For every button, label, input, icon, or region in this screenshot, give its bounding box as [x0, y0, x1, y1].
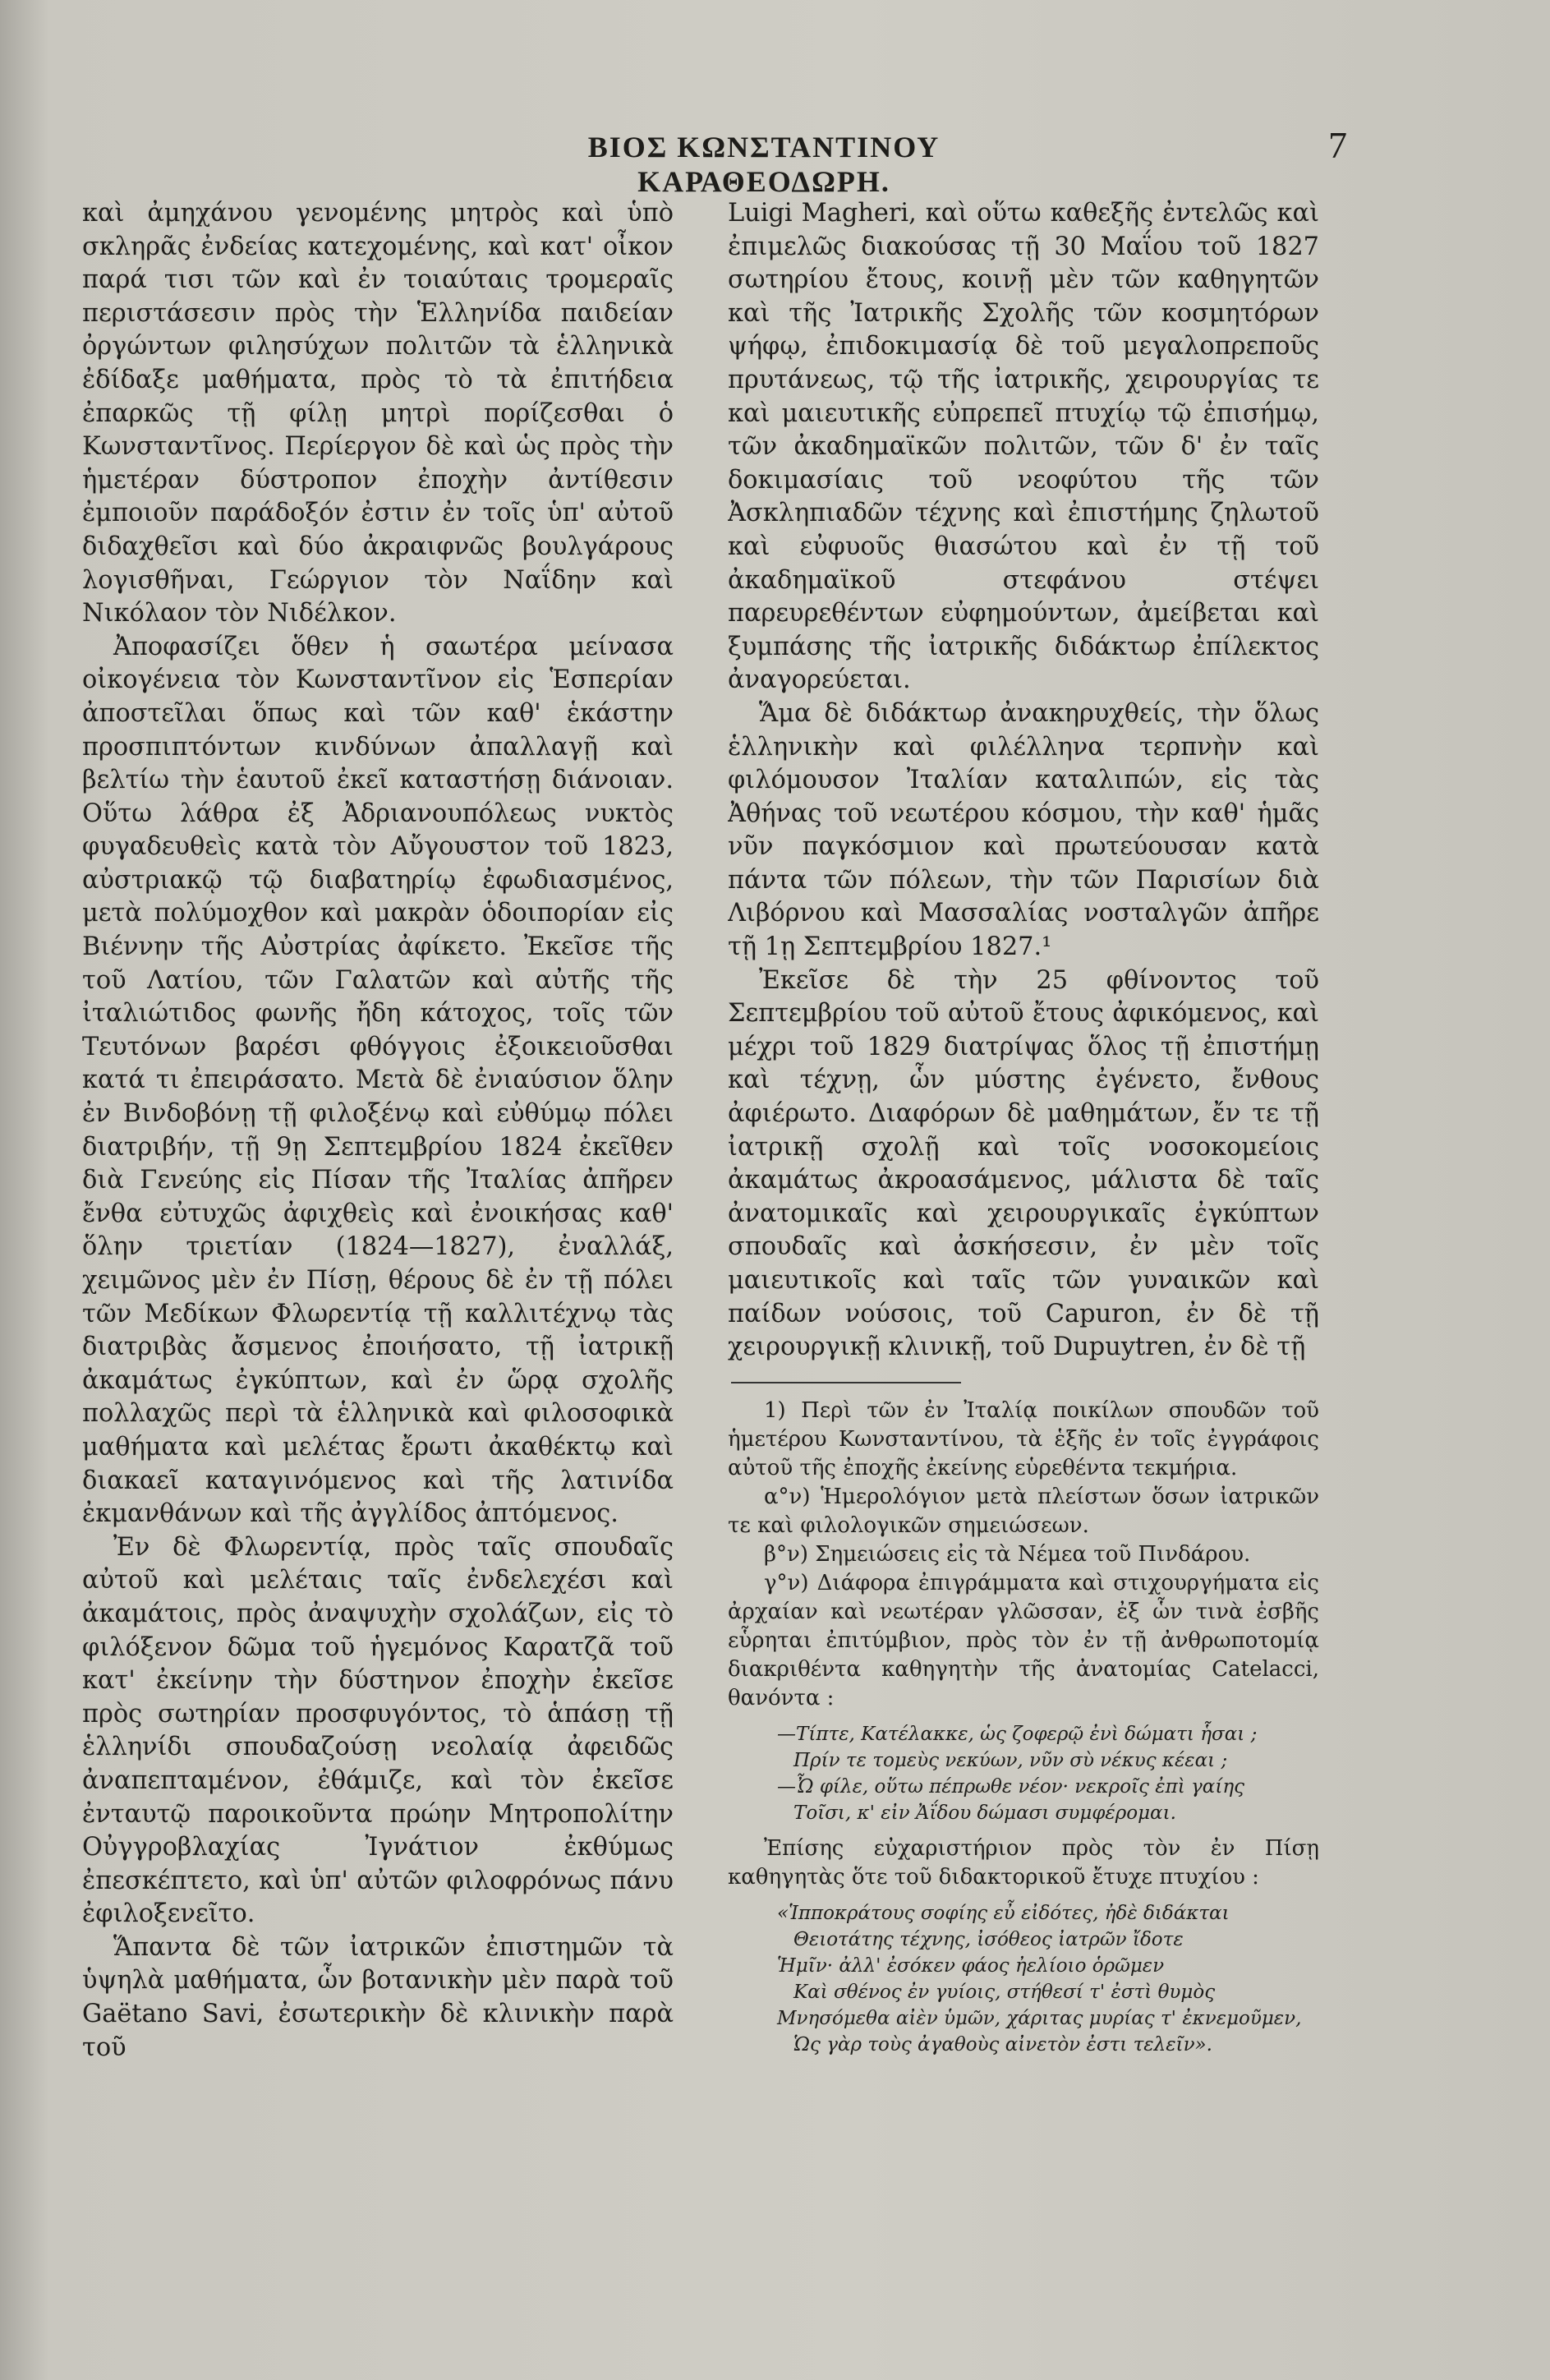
paragraph: καὶ ἀμηχάνου γενομένης μητρὸς καὶ ὑπὸ σκληρᾶς ἐνδείας κατεχομένης, καὶ κατ' οἶκον παρά τισι τῶν καὶ ἐν τοιαύταις τρομεραῖς περιστάσεσιν πρὸς τὴν Ἑλληνίδα παιδείαν ὀργώντων φιλησύχων πολιτῶν τὰ ἑλληνικὰ ἐδίδαξε μαθήματα, πρὸς τὸ τὰ ἐπιτήδεια ἐπαρκῶς τῇ φίλῃ μητρὶ πορίζεσθαι ὁ Κωνσταντῖνος. Περίεργον δὲ καὶ ὡς πρὸς τὴν ἡμετέραν δύστροπον ἐποχὴν ἀντίθεσιν ἐμποιοῦν παράδοξόν ἐστιν ἐν τοῖς ὑπ' αὐτοῦ διδαχθεῖσι καὶ δύο ἀκραιφνῶς βουλγάρους λογισθῆναι, Γεώργιον τὸν Ναΐδην καὶ Νικόλαον τὸν Νιδέλκον. [82, 199, 674, 628]
verse-line: Τοῖσι, κ' εἰν Ἀΐδου δώμασι συμφέρομαι. [793, 1802, 1176, 1824]
paragraph: Ἀποφασίζει ὅθεν ἡ σαωτέρα μείνασα οἰκογένεια τὸν Κωνσταντῖνον εἰς Ἑσπερίαν ἀποστεῖλαι ὅπως καὶ τῶν καθ' ἑκάστην προσπιπτόντων κινδύνων ἀπαλλαγῇ καὶ βελτίω τὴν ἑαυτοῦ ἐκεῖ καταστήσῃ διάνοιαν. Οὕτω λάθρα ἐξ Ἀδριανουπόλεως νυκτὸς φυγαδευθεὶς κατὰ τὸν Αὔγουστον τοῦ 1823, αὐστριακῷ τῷ διαβατηρίῳ ἐφωδιασμένος, μετὰ πολύμοχθον καὶ μακρὰν ὁδοιπορίαν εἰς Βιέννην τῆς Αὐστρίας ἀφίκετο. Ἐκεῖσε τῆς τοῦ Λατίου, τῶν Γαλατῶν καὶ αὐτῆς τῆς ἰταλιώτιδος φωνῆς ἤδη κάτοχος, τοῖς τῶν Τευτόνων βαρέσι φθόγγοις ἐξοικειοῦσθαι κατά τι ἐπειράσατο. Μετὰ δὲ ἐνιαύσιον ὅλην ἐν Βινδοβόνῃ τῇ φιλοξένῳ καὶ εὐθύμῳ πόλει διατριβήν, τῇ 9ῃ Σεπτεμβρίου 1824 ἐκεῖθεν διὰ Γενεύης εἰς Πίσαν τῆς Ἰταλίας ἀπῆρεν ἔνθα εὐτυχῶς ἀφιχθεὶς καὶ ἐνοικήσας καθ' ὅλην τριετίαν (1824—1827), ἐναλλάξ, χειμῶνος μὲν ἐν Πίσῃ, θέρους δὲ ἐν τῇ πόλει τῶν Μεδίκων Φλωρεντίᾳ τῇ καλλιτέχνῳ τὰς διατριβὰς ἄσμενος ἐποιήσατο, τῇ ἰατρικῇ ἀκαμάτως ἐγκύπτων, καὶ ἐν ὥρᾳ σχολῆς πολλαχῶς περὶ τὰ ἑλληνικὰ καὶ φιλοσοφικὰ μαθήματα καὶ μελέτας ἔρωτι ἀκαθέκτῳ καὶ διακαεῖ καταγινόμενος καὶ τῆς λατινίδα ἐκμανθάνων καὶ τῆς ἀγγλίδος ἀπτόμενος. [82, 632, 674, 1529]
page-header [205, 124, 1347, 198]
right-column [728, 197, 1319, 2284]
right-column-body [728, 197, 1319, 1364]
verse-line: «Ἱπποκράτους σοφίης εὖ εἰδότες, ἠδὲ διδάκται [777, 1903, 1230, 1924]
verse-line: —Τίπτε, Κατέλακκε, ὡς ζοφερῷ ἐνὶ δώματι ἧσαι ; [777, 1724, 1258, 1745]
footnote-separator [731, 1382, 961, 1383]
left-column [82, 197, 674, 2350]
footnote: γ°ν) Διάφορα ἐπιγράμματα καὶ στιχουργήματα εἰς ἀρχαίαν καὶ νεωτέραν γλῶσσαν, ἐξ ὧν τινὰ ἐσβῆς εὗρηται ἐπιτύμβιον, πρὸς τὸν ἐν τῇ ἀνθρωποτομίᾳ διακριθέντα καθηγητὴν τῆς ἀνατομίας Catelacci, θανόντα : [728, 1571, 1319, 1710]
paragraph: Luigi Magheri, καὶ οὕτω καθεξῆς ἐντελῶς καὶ ἐπιμελῶς διακούσας τῇ 30 Μαΐου τοῦ 1827 σωτηρίου ἔτους, κοινῇ μὲν τῶν καθηγητῶν καὶ τῆς Ἰατρικῆς Σχολῆς τῶν κοσμητόρων ψήφῳ, ἐπιδοκιμασίᾳ δὲ τοῦ μεγαλοπρεποῦς πρυτάνεως, τῷ τῆς ἰατρικῆς, χειρουργίας τε καὶ μαιευτικῆς εὐπρεπεῖ πτυχίῳ τῷ ἐπισήμῳ, τῶν ἀκαδημαϊκῶν πολιτῶν, τῶν δ' ἐν ταῖς δοκιμασίαις τοῦ νεοφύτου τῆς τῶν Ἀσκληπιαδῶν τέχνης καὶ ἐπιστήμης ζηλωτοῦ καὶ εὐφυοῦς θιασώτου καὶ ἐν τῇ τοῦ ἀκαδημαϊκοῦ στεφάνου στέψει παρευρεθέντων εὐφημούντων, ἀμείβεται καὶ ξυμπάσης τῆς ἰατρικῆς διδάκτωρ ἐπίλεκτος ἀναγορεύεται. [728, 199, 1319, 695]
footnote: α°ν) Ἡμερολόγιον μετὰ πλείστων ὅσων ἰατρικῶν τε καὶ φιλολογικῶν σημειώσεων. [728, 1485, 1319, 1538]
verse-line: —Ὦ φίλε, οὕτω πέπρωθε νέον· νεκροῖς ἐπὶ γαίης [777, 1776, 1245, 1798]
verse-line: Ἡμῖν· ἀλλ' ἐσόκεν φάος ἠελίοιο ὁρῶμεν [777, 1955, 1165, 1977]
page-number: 7 [1328, 124, 1347, 166]
verse-line: Καὶ σθένος ἐν γυίοις, στήθεσί τ' ἐστὶ θυμὸς [793, 1982, 1216, 2003]
footnote: 1) Περὶ τῶν ἐν Ἰταλίᾳ ποικίλων σπουδῶν τοῦ ἡμετέρου Κωνσταντίνου, τὰ ἑξῆς ἐν τοῖς ἐγγράφοις αὐτοῦ τῆς ἐποχῆς ἐκείνης εὑρεθέντα τεκμήρια. [728, 1398, 1319, 1480]
paragraph: Ἐν δὲ Φλωρεντίᾳ, πρὸς ταῖς σπουδαῖς αὐτοῦ καὶ μελέταις ταῖς ἐνδελεχέσι καὶ ἀκαμάτοις, πρὸς ἀναψυχὴν σχολάζων, εἰς τὸ φιλόξενον δῶμα τοῦ ἡγεμόνος Καρατζᾶ τοῦ κατ' ἐκείνην τὴν δύστηνον ἐποχὴν ἐκεῖσε πρὸς σωτηρίαν προσφυγόντος, τὸ ἁπάσῃ τῇ ἑλληνίδι σπουδαζούσῃ νεολαίᾳ ἀφειδῶς ἀναπεπταμένον, ἐθάμιζε, καὶ τὸν ἐκεῖσε ἐνταυτῷ παροικοῦντα πρώην Μητροπολίτην Οὐγγροβλαχίας Ἰγνάτιον ἐκθύμως ἐπεσκέπτετο, καὶ ὑπ' αὐτῶν φιλοφρόνως πάνυ ἐφιλοξενεῖτο. [82, 1532, 674, 1929]
verse-line: Ὡς γὰρ τοὺς ἀγαθοὺς αἰνετὸν ἐστι τελεῖν». [793, 2034, 1212, 2055]
thanks-verse [777, 1900, 1319, 2058]
footnote: β°ν) Σημειώσεις εἰς τὰ Νέμεα τοῦ Πινδάρου. [764, 1542, 1251, 1567]
footnotes [728, 1397, 1319, 2058]
running-title: ΒΙΟΣ ΚΩΝΣΤΑΝΤΙΝΟΥ ΚΑΡΑΘΕΟΔΩΡΗ. [587, 131, 941, 198]
paragraph: Ἅμα δὲ διδάκτωρ ἀνακηρυχθείς, τὴν ὅλως ἑλληνικὴν καὶ φιλέλληνα τερπνὴν καὶ φιλόμουσον Ἰταλίαν καταλιπών, εἰς τὰς Ἀθήνας τοῦ νεωτέρου κόσμου, τὴν καθ' ἡμᾶς νῦν παγκόσμιον καὶ πρωτεύουσαν κατὰ πάντα τῶν πόλεων, τὴν τῶν Παρισίων διὰ Λιβόρνου καὶ Μασσαλίας νοσταλγῶν ἀπῆρε τῇ 1ῃ Σεπτεμβρίου 1827.¹ [728, 698, 1319, 962]
epigram-verse [777, 1721, 1319, 1826]
verse-line: Μνησόμεθα αἰὲν ὑμῶν, χάριτας μυρίας τ' ἐκνεμοῦμεν, [777, 2008, 1302, 2029]
footnote: Ἐπίσης εὐχαριστήριον πρὸς τὸν ἐν Πίσῃ καθηγητὰς ὅτε τοῦ διδακτορικοῦ ἔτυχε πτυχίου : [728, 1836, 1319, 1890]
verse-line: Θειοτάτης τέχνης, ἰσόθεος ἰατρῶν ἴδοτε [793, 1929, 1184, 1950]
verse-line: Πρίν τε τομεὺς νεκύων, νῦν σὺ νέκυς κέεαι ; [793, 1750, 1228, 1771]
paragraph: Ἅπαντα δὲ τῶν ἰατρικῶν ἐπιστημῶν τὰ ὑψηλὰ μαθήματα, ὧν βοτανικὴν μὲν παρὰ τοῦ Gaëtano Savi, ἐσωτερικὴν δὲ κλινικὴν παρὰ τοῦ [82, 1932, 674, 2062]
paragraph: Ἐκεῖσε δὲ τὴν 25 φθίνοντος τοῦ Σεπτεμβρίου τοῦ αὐτοῦ ἔτους ἀφικόμενος, καὶ μέχρι τοῦ 1829 διατρίψας ὅλος τῇ ἐπιστήμῃ καὶ τέχνῃ, ὧν μύστης ἐγένετο, ἔνθους ἀφιέρωτο. Διαφόρων δὲ μαθημάτων, ἔν τε τῇ ἰατρικῇ σχολῇ καὶ τοῖς νοσοκομείοις ἀκαμάτως ἀκροασάμενος, μάλιστα δὲ ταῖς ἀνατομικαῖς καὶ χειρουργικαῖς ἐγκύπτων σπουδαῖς καὶ ἀσκήσεσιν, ἐν μὲν τοῖς μαιευτικοῖς καὶ ταῖς τῶν γυναικῶν καὶ παίδων νούσοις, τοῦ Capuron, ἐν δὲ τῇ χειρουργικῇ κλινικῇ, τοῦ Dupuytren, ἐν δὲ τῇ [728, 965, 1319, 1362]
